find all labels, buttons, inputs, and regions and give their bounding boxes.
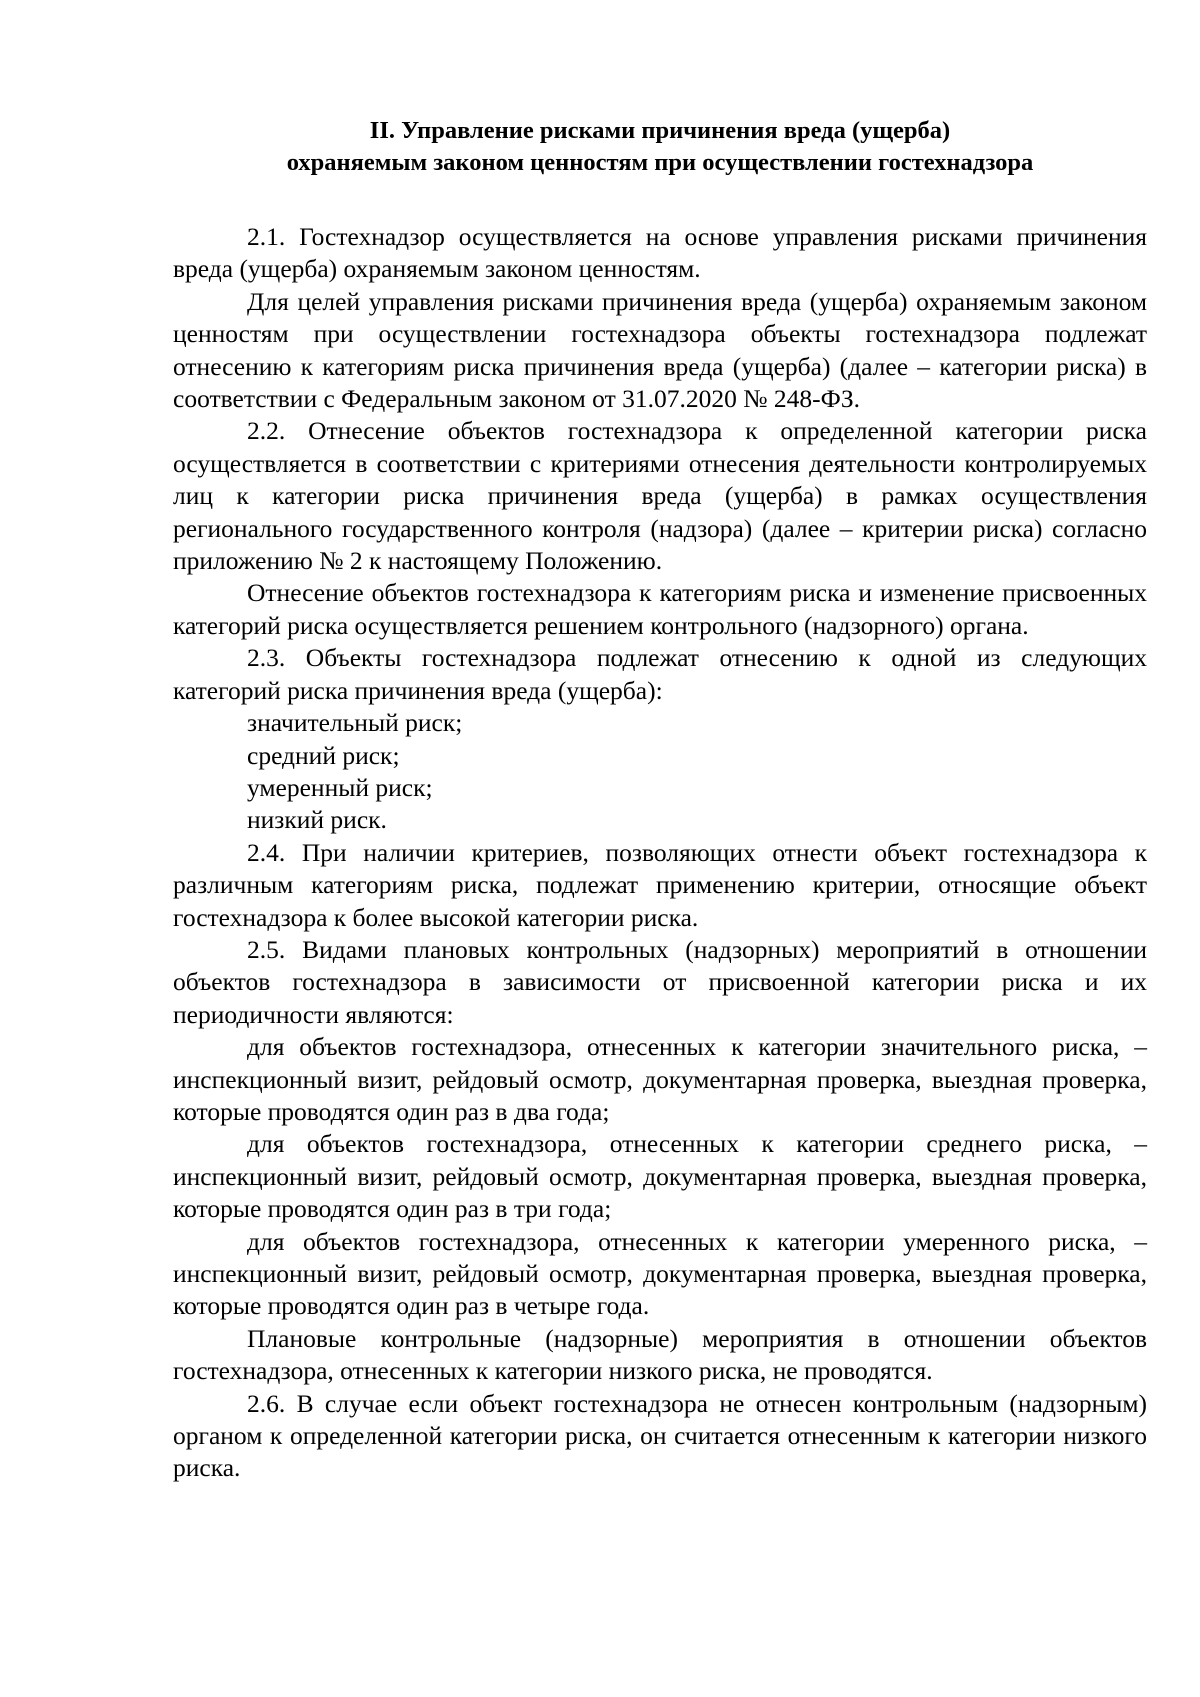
section-heading bbox=[173, 115, 1147, 179]
paragraph-risk-categories-purpose: Для целей управления рисками причинения вреда (ущерба) охраняемым законом ценностям при осуществлении гостехнадзора объекты гостехнадзора подлежат отнесению к категориям риска причинения вреда (ущерба) (далее – категории риска) в соответствии с Федеральным законом от 31.07.2020 № 248-ФЗ. bbox=[173, 286, 1147, 414]
document-content bbox=[173, 115, 1147, 1485]
paragraph-2-2: 2.2. Отнесение объектов гостехнадзора к определенной категории риска осуществляется в соответствии с критериями отнесения деятельности контролируемых лиц к категории риска причинения вреда (ущерба) в рамках осуществления регионального государственного контроля (надзора) (далее – критерии риска) согласно приложению № 2 к настоящему Положению. bbox=[173, 416, 1147, 576]
paragraph-low-risk-measures: Плановые контрольные (надзорные) мероприятия в отношении объектов гостехнадзора, отнесенных к категории низкого риска, не проводятся. bbox=[173, 1323, 1147, 1386]
list-item-medium-risk: средний риск; bbox=[247, 740, 400, 770]
section-heading-line-2: охраняемым законом ценностям при осуществлении гостехнадзора bbox=[286, 149, 1034, 176]
document-body bbox=[173, 221, 1147, 1485]
list-item-low-risk: низкий риск. bbox=[247, 805, 387, 835]
paragraph-medium-risk-measures: для объектов гостехнадзора, отнесенных к категории среднего риска, – инспекционный визит, рейдовый осмотр, документарная проверка, выездная проверка, которые проводятся один раз в три года; bbox=[173, 1129, 1147, 1224]
paragraph-moderate-risk-measures: для объектов гостехнадзора, отнесенных к категории умеренного риска, – инспекционный визит, рейдовый осмотр, документарная проверка, выездная проверка, которые проводятся один раз в четыре года. bbox=[173, 1226, 1147, 1321]
paragraph-2-4: 2.4. При наличии критериев, позволяющих отнести объект гостехнадзора к различным категориям риска, подлежат применению критерии, относящие объект гостехнадзора к более высокой категории риска. bbox=[173, 837, 1147, 932]
paragraph-category-assignment: Отнесение объектов гостехнадзора к категориям риска и изменение присвоенных категорий риска осуществляется решением контрольного (надзорного) органа. bbox=[173, 578, 1147, 640]
paragraph-2-1: 2.1. Гостехнадзор осуществляется на основе управления рисками причинения вреда (ущерба) охраняемым законом ценностям. bbox=[173, 222, 1147, 284]
paragraph-significant-risk-measures: для объектов гостехнадзора, отнесенных к категории значительного риска, – инспекционный визит, рейдовый осмотр, документарная проверка, выездная проверка, которые проводятся один раз в два года; bbox=[173, 1032, 1147, 1126]
paragraph-2-3: 2.3. Объекты гостехнадзора подлежат отнесению к одной из следующих категорий риска причинения вреда (ущерба): bbox=[173, 643, 1147, 705]
list-item-significant-risk: значительный риск; bbox=[247, 708, 463, 738]
list-item-moderate-risk: умеренный риск; bbox=[247, 772, 433, 802]
paragraph-2-5: 2.5. Видами плановых контрольных (надзорных) мероприятий в отношении объектов гостехнадзора в зависимости от присвоенной категории риска и их периодичности являются: bbox=[173, 934, 1147, 1029]
section-heading-line-1: II. Управление рисками причинения вреда (ущерба) bbox=[369, 117, 951, 144]
paragraph-2-6: 2.6. В случае если объект гостехнадзора не отнесен контрольным (надзорным) органом к определенной категории риска, он считается отнесенным к категории низкого риска. bbox=[173, 1388, 1147, 1483]
